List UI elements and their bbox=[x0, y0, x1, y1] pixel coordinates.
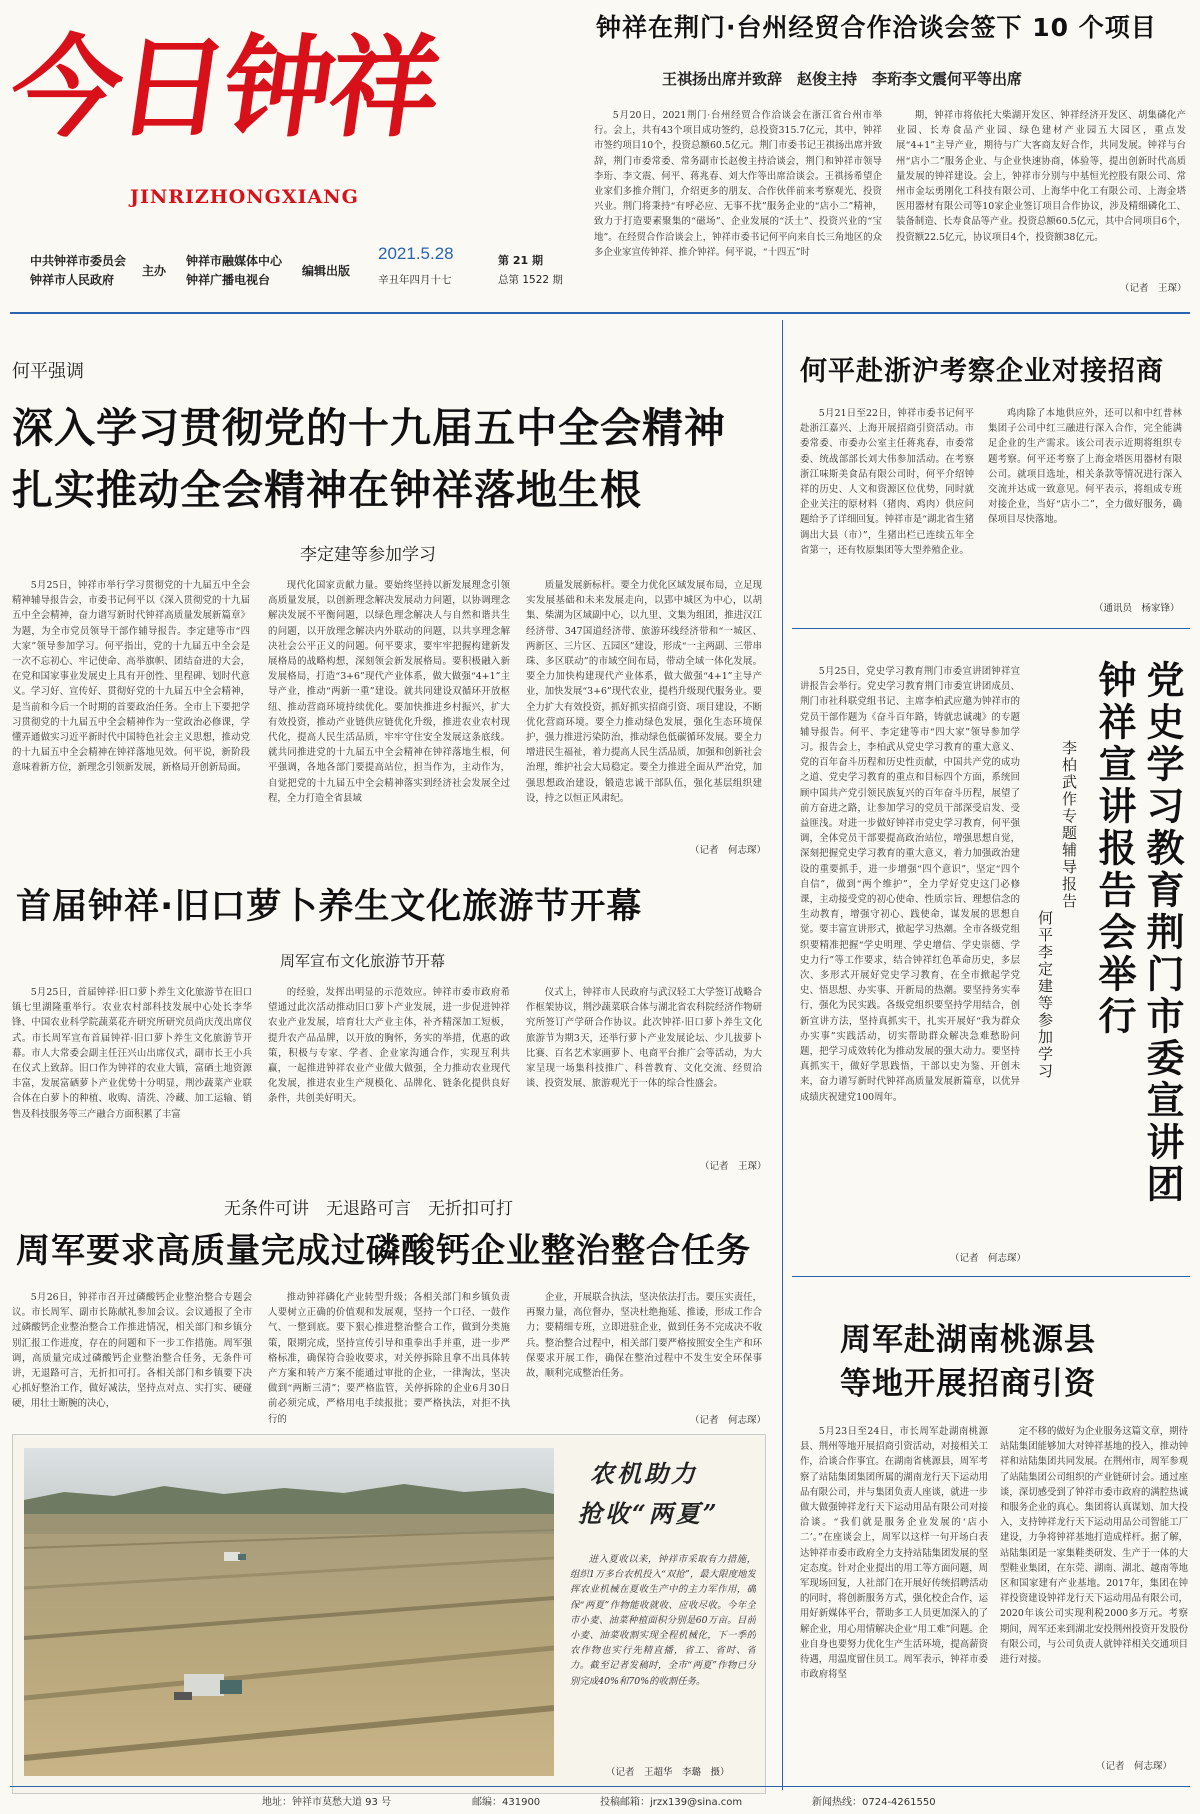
study-kicker: 何平强调 bbox=[12, 361, 84, 382]
issue-date: 2021.5.28 bbox=[378, 244, 454, 263]
header-divider bbox=[10, 312, 1190, 314]
study-subtitle: 李定建等参加学习 bbox=[300, 545, 436, 565]
host-label: 主办 bbox=[142, 264, 167, 278]
total-issue: 总第 1522 期 bbox=[498, 274, 563, 286]
footer-email: 投稿邮箱：jrzx139@sina.com bbox=[600, 1797, 743, 1808]
lecture-subtitle-right: 李柏武作专题辅导报告 bbox=[1060, 740, 1078, 910]
lunar-date: 辛丑年四月十七 bbox=[378, 274, 452, 286]
study-credit: （记者 何志琛） bbox=[690, 845, 767, 856]
publisher-2: 钟祥广播电视台 bbox=[186, 273, 271, 287]
masthead-logo: 今日钟祥 bbox=[3, 23, 446, 152]
host-org-2: 钟祥市人民政府 bbox=[30, 273, 115, 287]
investment-credit: （通讯员 杨家锋） bbox=[1094, 603, 1180, 614]
footer-hotline: 新闻热线：0724-4261550 bbox=[812, 1797, 936, 1808]
investment-col-2: 鸡肉除了本地供应外，还可以和中红普林集团子公司中红三融进行深入合作，完全能满足企业的生产需求。该公司表示近期将组织专题考察。何平还考察了上海金塔医用器材有限公司。就项目选址，相关条款等情况进行深入交流并达成一致意见。何平表示，将组成专班对接企业，当好“店小二”，全力做好服务，确保项目尽快落地。 bbox=[988, 408, 1182, 526]
study-col-1: 5月25日，钟祥市举行学习贯彻党的十九届五中全会精神辅导报告会，市委书记何平以《深入贯彻党的十九届五中全会精神，奋力谱写新时代钟祥高质量发展新篇章》为题，为全市党员领导干部作辅导报告。李定建等市“四大家”领导参加学习。何平指出，党的十九届五中全会是一次不忘初心、牢记使命、高举旗帜、团结奋进的大会，在党和国家事业发展史上具有开创性、里程碑、划时代意义。学习好、宣传好、贯彻好党的十九届五中全会精神，是当前和今后一个时期的首要政治任务。全市上下要把学习贯彻党的十九届五中全会精神作为一堂政治必修课，学懂弄通做实习近平新时代中国特色社会主义思想，推动党的十九届五中全会精神在钟祥落地见效。何平说，新阶段意味着新方位，新理念引领新发展，新格局开创新局面。 bbox=[12, 580, 250, 774]
rectify-kicker: 无条件可讲 无退路可言 无折扣可打 bbox=[224, 1199, 513, 1219]
lecture-subtitle-left: 何平李定建等参加学习 bbox=[1036, 910, 1054, 1080]
top-story-col-2: 期，钟祥市将依托大柴湖开发区、钟祥经济开发区、胡集磷化产业园、长寿食品产业园、绿色建材产业园五大园区，重点发展“4+1”主导产业，期待与广大客商友好合作，共同发展。钟祥与台州“店小二”服务企业、与企业快速协商，体验等，提出创新时代高质量发展的钟祥建设。会上，钟祥市分别与中基恒光控股有限公司、常州市金坛勇刚化工科技有限公司、上海华中化工有限公司、上海金塔医用器材有限公司等10家企业签订项目合作协议，涉及精细磷化工、装备制造、长寿食品等产业。投资总额60.5亿元，其中合同项目6个，投资额22.5亿元，协议项目4个，投资额38亿元。 bbox=[896, 110, 1186, 243]
lecture-body: 5月25日，党史学习教育荆门市委宣讲团钟祥宣讲报告会举行。党史学习教育荆门市委宣讲团成员、荆门市社科联党组书记、主席李柏武应邀为钟祥市的党员干部作题为《奋斗百年路，铸就忠诚魂》的专题辅导报告。何平、李定建等市“四大家”领导参加学习。报告会上，李柏武从党史学习教育的重大意义、党的百年奋斗历程和历史性贡献，中国共产党的成功之道、党史学习教育的重点和目标四个方面，系统回顾中国共产党引领民族复兴的百年奋斗历程，展望了前方奋进之路，让参加学习的党员干部深受启发、受益匪浅。对进一步做好钟祥市党史学习教育，何平强调，全体党员干部要提高政治站位，增强思想自觉，深刻把握党史学习教育的重大意义，着力加强政治建设的重要抓手，进一步增强“四个意识”，坚定“四个自信”，做到“两个维护”，全力学好党史这门必修课，主动接受党的初心使命、性质宗旨、理想信念的生动教育，增强守初心、践使命，谋发展的思想自觉。要丰富宣讲形式，掀起学习热潮。全市各级党组织要精准把握“学史明理、学史增信、学史崇德、学史力行”等工作要求，结合钟祥红色革命历史，多层次、多形式开展好党史学习教育，在全市掀起学党史、悟思想、办实事、开新局的热潮。要坚持务实奉行，强化为民实践。各级党组织要坚持学用结合，创新宣讲方法，坚持真抓实干，扎实开展好“我为群众办实事”实践活动，切实帮助群众解决急难愁盼问题，把学习成效转化为推动发展的强大动力。要坚持真抓实干，做好学思践悟，干部以史为鉴、开创未来，奋力谱写新时代钟祥高质量发展新篇章，以优异成绩庆祝建党100周年。 bbox=[800, 666, 1020, 1103]
study-col-2: 现代化国家贡献力量。要始终坚持以新发展理念引领高质量发展，以创新理念解决发展动力问题，以协调理念解决发展不平衡问题，以绿色理念解决人与自然和谐共生的问题，以开放理念解决内外联动的问题，以共享理念解决社会公平正义的问题。何平要求，要牢牢把握构建新发展格局的战略构想，深刻领会新发展格局。要积极融入新发展格局，打造“3+6”现代产业体系，做大做强“4+1”主导产业，推动“两新一重”建设。就共同建设双循环开放枢纽、推动营商环境持续优化。要加快推进乡村振兴，扩大有效投资，推动产业链供应链优化升级，推进农业农村现代化，提高人民生活品质，牢牢守住安全发展这条底线。就共同推进党的十九届五中全会精神在钟祥落地生根，何平强调，各地各部门要提高站位，担当作为，主动作为，自觉把党的十九届五中全会精神落实到经济社会发展全过程，全力打造全省县域 bbox=[268, 580, 510, 804]
footer-postcode: 邮编：431900 bbox=[472, 1797, 541, 1808]
festival-col-1: 5月25日，首届钟祥·旧口萝卜养生文化旅游节在旧口镇七里湖隆重举行。农业农村部科技发展中心处长李华锋、中国农业科学院蔬菜花卉研究所研究员尚庆茂出席仪式。市长周军宣布首届钟祥·旧口萝卜养生文化旅游节开幕。市人大常委会副主任汪兴山出席仪式，副市长王小兵在仪式上致辞。旧口作为钟祥的农业大镇，富硒土地资源丰富，发展富硒萝卜产业优势十分明显，荆沙蔬菜产业联合体在白萝卜的种植、收购、清洗、冷藏、加工运输、销售及科技服务等三产融合方面积累了丰富 bbox=[12, 987, 252, 1120]
hunan-credit: （记者 何志琛） bbox=[1096, 1761, 1173, 1772]
right-divider-1 bbox=[792, 628, 1190, 629]
rectify-credit: （记者 何志琛） bbox=[690, 1415, 767, 1426]
footer-address: 地址：钟祥市莫愁大道 93 号 bbox=[262, 1797, 392, 1808]
issue-number: 第 21 期 bbox=[498, 254, 543, 267]
photo-title-line-2: 抢收“两夏” bbox=[578, 1499, 720, 1528]
publisher-1: 钟祥市融媒体中心 bbox=[186, 254, 283, 268]
right-divider-2 bbox=[792, 1276, 1190, 1277]
rectify-col-3: 企业，开展联合执法，坚决依法打击。要压实责任，再聚力量，高位督办，坚决杜绝拖延、推诿，形成工作合力；要精细专班，立即进驻企业，做到任务不完成决不收兵。整治整合过程中，相关部门要严格按照安全生产和环保要求开展工作，确保在整治过程中不发生安全环保事故，顺利完成整治任务。 bbox=[526, 1292, 762, 1380]
top-story-title: 钟祥在荆门·台州经贸合作洽谈会签下 10 个项目 bbox=[596, 13, 1157, 42]
photo-credit: （记者 王超华 李璐 摄） bbox=[606, 1767, 730, 1778]
footer-divider bbox=[10, 1786, 1190, 1787]
hunan-col-1: 5月23日至24日，市长周军赴湖南桃源县、荆州等地开展招商引资活动，对接相关工作，洽谈合作事宜。在湖南省桃源县，周军考察了站陆集团集团所属的湖南龙行天下运动用品有限公司，并与集团负责人座谈，就进一步做大做强钟祥龙行天下运动用品有限公司对接洽谈。“我们就是服务企业发展的‘店小二’。”在座谈会上，周军以这样一句开场白表达钟祥市委市政府全力支持站陆集团发展的坚定态度。针对企业提出的用工等方面问题，周军现场回复，人社部门在开展好传统招聘活动的同时，将创新服务方式，强化校企合作，运用好新媒体平台，帮助多工人员更加深入的了解企业，用心用情解决企业“用工难”问题。企业自身也要努力优化生产生活环境，提高薪资待遇，用温度留住员工。周军表示，钟祥市委市政府将坚 bbox=[800, 1426, 988, 1681]
top-story-subtitle: 王祺扬出席并致辞 赵俊主持 李珩李文震何平等出席 bbox=[662, 70, 1023, 88]
top-story-credit: （记者 王琛） bbox=[1120, 283, 1187, 294]
study-col-3: 质量发展新标杆。要全力优化区域发展布局，立足现实发展基础和未来发展走向，以郢中城区为中心，以胡集、柴湖为区域副中心，以九里、文集为组团，推进汉江经济带、347国道经济带、旅游环线经济带和“一城区、两新区、三片区、五园区”建设，形成“一主两副、三带串珠、多区联动”的市域空间布局，带动全域一体化发展。要全力加快构建现代产业体系，做大做强“4+1”主导产业，加快发展“3+6”现代农业，提档升级现代服务业。要全力扩大有效投资，抓好抓实招商引资、项目建设，不断优化营商环境。要全力推动绿色发展，强化生态环境保护，强力推进污染防治，推动绿色低碳循环发展。要全力增进民生福祉，着力提高人民生活品质，加强和创新社会治理，维护社会大局稳定。要全力推进全面从严治党，加强思想政治建设，锻造忠诚干部队伍，强化基层组织建设，持之以恒正风肃纪。 bbox=[526, 580, 762, 804]
photo-caption: 进入夏收以来，钟祥市采取有力措施，组织1万多台农机投入“双抢”，最大限度地发挥农业机械在夏收生产中的主力军作用，确保“两夏”作物能收就收、应收尽收。今年全市小麦、油菜种植面积分别是60万亩。目前小麦、油菜收割实现全程机械化，下一季的农作物也实行先精直播，省工、省时、省力。截至记者发稿时，全市“两夏”作物已分别完成40%和70%的收割任务。 bbox=[570, 1554, 756, 1687]
study-title-line-1: 深入学习贯彻党的十九届五中全会精神 bbox=[12, 404, 726, 452]
top-story-col-1: 5月20日，2021荆门·台州经贸合作洽谈会在浙江省台州市举行。会上，共有43个项目成功签约，总投资315.7亿元，其中，钟祥市签约项目10个，投资总额60.5亿元。荆门市委书记王祺扬出席并致辞，荆门市委常委、常务副市长赵俊主持洽谈会，荆门和钟祥市领导李珩、李文震、何平、蒋兆春、刘大作等出席洽谈会。王祺扬希望企业家们多推介荆门，介绍更多的朋友、合作伙伴前来考察观光、投资兴业。荆门将秉持“有呼必应、无事不扰”服务企业的“店小二”精神，致力于打造要素聚集的“磁场”、企业发展的“沃土”、投资兴业的“宝地”。在经贸合作洽谈会上，钟祥市委书记何平向来自长三角地区的众多企业家宣传钟祥、推介钟祥。何平说，“十四五”时 bbox=[594, 110, 882, 258]
rectify-title: 周军要求高质量完成过磷酸钙企业整治整合任务 bbox=[16, 1231, 751, 1271]
rectify-col-1: 5月26日，钟祥市召开过磷酸钙企业整治整合专题会议。市长周军、副市长陈献礼参加会议。会议通报了全市过磷酸钙企业整治整合工作推进情况，相关部门和乡镇分别汇报工作进度，存在的问题和下一步工作措施。周军强调，高质量完成过磷酸钙企业整治整合任务，无条件可讲，无退路可言，无折扣可打。各相关部门和乡镇要下决心抓好整治工作，做好减法，坚持点对点、实打实、硬碰硬，用壮士断腕的决心， bbox=[12, 1292, 252, 1410]
investment-title: 何平赴浙沪考察企业对接招商 bbox=[800, 356, 1164, 387]
lecture-credit: （记者 何志琛） bbox=[950, 1253, 1027, 1264]
festival-col-3: 仪式上，钟祥市人民政府与武汉轻工大学签订战略合作框架协议，荆沙蔬菜联合体与湖北省农科院经济作物研究所签订产学研合作协议。此次钟祥·旧口萝卜养生文化旅游节为期3天，还举行萝卜产业发展论坛、少儿拔萝卜比赛、百名艺术家画萝卜、电商平台推广会等活动，为大家呈现一场集科技推广、科普教育、文化交流、经贸洽谈、投资发展、旅游观光于一体的综合性盛会。 bbox=[526, 987, 762, 1090]
hunan-title-line-2: 等地开展招商引资 bbox=[840, 1366, 1096, 1402]
lecture-title-left: 钟祥宣讲报告会举行 bbox=[1092, 660, 1136, 1038]
hunan-title-line-1: 周军赴湖南桃源县 bbox=[840, 1322, 1096, 1358]
rectify-col-2: 推动钟祥磷化产业转型升级；各相关部门和乡镇负责人要树立正确的价值观和发展观，坚持一个口径、一鼓作气、一整到底。要下狠心推进整治整合工作，做到分类施策，限期完成，坚持宣传引导和重拳出手并重，进一步严格标准，确保符合验收要求，对关停拆除且拿不出具体转产方案和转产方案不能通过审批的企业，一律淘汰，坚决做到“两断三清”；要严格监管，关停拆除的企业6月30日前必须完成，严格用电手续报批；要严格执法，对拒不执行的 bbox=[268, 1292, 510, 1425]
photo-title-line-1: 农机助力 bbox=[590, 1459, 698, 1488]
festival-title: 首届钟祥·旧口萝卜养生文化旅游节开幕 bbox=[16, 887, 643, 927]
festival-credit: （记者 王琛） bbox=[700, 1161, 767, 1172]
festival-col-2: 的经验，发挥出明显的示范效应。钟祥市委市政府希望通过此次活动推动旧口萝卜产业发展，进一步促进钟祥农业产业发展，培育壮大产业主体，补齐精深加工短板，提升农产品品牌，以开放的胸怀，务实的举措，优惠的政策，积极与专家、学者、企业家沟通合作，实现互利共赢，一起推进钟祥农业产业做大做强，全力推动农业现代化发展，推进农业生产规模化、品牌化、链条化提供良好条件，共创美好明天。 bbox=[268, 987, 510, 1105]
masthead-pinyin: JINRIZHONGXIANG bbox=[130, 186, 359, 208]
festival-subtitle: 周军宣布文化旅游节开幕 bbox=[280, 952, 446, 970]
harvest-photo bbox=[24, 1448, 554, 1776]
investment-col-1: 5月21日至22日，钟祥市委书记何平赴浙江嘉兴、上海开展招商引资活动。市委常委、市委办公室主任蒋兆春，市委常委、统战部部长刘大伟参加活动。在考察浙江味斯美食品有限公司时，何平介绍钟祥的历史、人文和资源区位优势，同时就企业关注的原材料（猪肉、鸡肉）供应问题给予了详细回复。钟祥市是“湖北省生猪调出大县（市）”，生猪出栏已连续五年全省第一，还有牧原集团等大型养殖企业。 bbox=[800, 408, 974, 556]
hunan-col-2: 定不移的做好为企业服务这篇文章，期待站陆集团能够加大对钟祥基地的投入，推动钟祥和站陆集团共同发展。在荆州市，周军参观了站陆集团公司组织的产业链研讨会。通过座谈，深切感受到了钟祥市委市政府的满腔热诚和服务企业的真心。集团将认真谋划、加大投入，支持钟祥龙行天下运动用品公司智能工厂建设，力争将钟祥基地打造成样杆。据了解，站陆集团是一家集鞋类研发、生产于一体的大型鞋业集团，在东莞、湖南、湖北、越南等地区和国家建有产业基地。2017年，集团在钟祥投资建设钟祥龙行天下运动用品有限公司，2020年该公司实现利税2000多万元。考察期间，周军还来到湖北安投荆州投资开发股份有限公司，与公司负责人就钟祥相关交通项目进行对接。 bbox=[1000, 1426, 1188, 1666]
right-column-divider bbox=[782, 320, 783, 1790]
lecture-title-right: 党史学习教育荆门市委宣讲团 bbox=[1140, 660, 1184, 1206]
study-title-line-2: 扎实推动全会精神在钟祥落地生根 bbox=[12, 466, 642, 514]
host-org-1: 中共钟祥市委员会 bbox=[30, 254, 127, 268]
publisher-label: 编辑出版 bbox=[302, 264, 351, 278]
